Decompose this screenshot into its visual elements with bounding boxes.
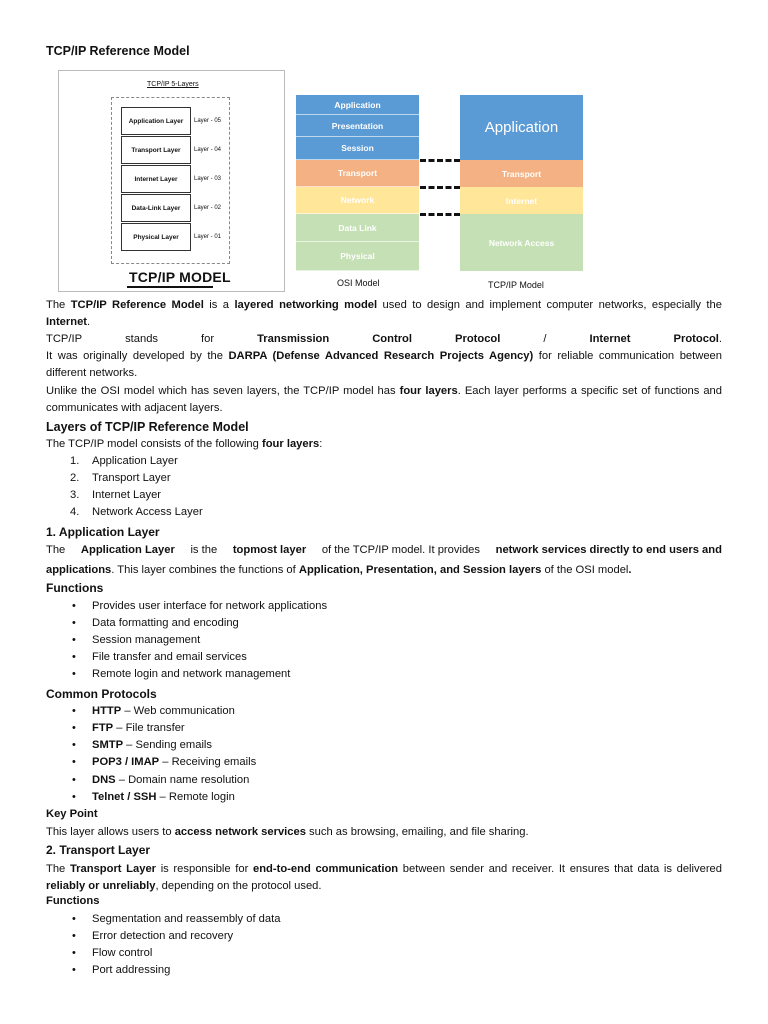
list-item: Provides user interface for network applications	[92, 600, 328, 612]
list-item: Internet Layer	[92, 489, 162, 501]
osi-layer: Physical	[296, 242, 419, 271]
figure-header: TCP/IP 5-Layers	[147, 81, 199, 88]
list-item: Remote login and network management	[92, 668, 291, 680]
list-item: FTP – File transfer	[92, 722, 185, 734]
bullet: •	[72, 651, 76, 663]
transport-layer-paragraph: The Transport Layer is responsible for end-to-end communication between sender and receiver. It ensures that data is delivered reliably or unreliably, depending on the protocol used.	[46, 863, 723, 892]
layers-intro: The TCP/IP model consists of the following four layers:	[46, 438, 323, 450]
bullet: •	[72, 705, 76, 717]
list-item: POP3 / IMAP – Receiving emails	[92, 756, 257, 768]
list-item: SMTP – Sending emails	[92, 739, 213, 751]
layer-label: Layer - 03	[194, 176, 222, 182]
bullet: •	[72, 600, 76, 612]
list-item: Data formatting and encoding	[92, 617, 239, 629]
bullet: •	[72, 774, 76, 786]
functions-heading: Functions	[46, 895, 100, 907]
list-item: Flow control	[92, 947, 153, 959]
list-item: Telnet / SSH – Remote login	[92, 791, 235, 803]
key-point-heading: Key Point	[46, 808, 98, 820]
tcpip-layer: Internet	[460, 187, 583, 214]
protocols-heading: Common Protocols	[46, 687, 157, 701]
list-item: Error detection and recovery	[92, 930, 234, 942]
layer-label: Layer - 02	[194, 205, 222, 211]
bullet: •	[72, 617, 76, 629]
page-title: TCP/IP Reference Model	[46, 44, 190, 58]
tcpip-layer: Network Access	[460, 214, 583, 271]
intro-paragraph-3: It was originally developed by the DARPA (Defense Advanced Research Projects Agency) for reliable communication between different networks.	[46, 350, 722, 379]
layer-label: Layer - 01	[194, 234, 222, 240]
intro-paragraph-1: The TCP/IP Reference Model is a layered networking model used to design and implement computer networks, especially the Internet.	[46, 299, 722, 328]
layer-cell: Internet Layer	[121, 165, 191, 193]
osi-caption: OSI Model	[337, 278, 380, 288]
list-item: Application Layer	[92, 455, 178, 467]
mapping-dash	[420, 213, 460, 216]
list-number: 2.	[70, 472, 80, 484]
figure-caption: TCP/IP MODEL	[129, 269, 231, 285]
transport-layer-heading: 2. Transport Layer	[46, 843, 151, 857]
layer-label: Layer - 05	[194, 118, 222, 124]
list-item: Session management	[92, 634, 201, 646]
layer-cell: Application Layer	[121, 107, 191, 135]
intro-paragraph-2: TCP/IP stands for Transmission Control Protocol / Internet Protocol.	[46, 333, 722, 345]
list-item: Segmentation and reassembly of data	[92, 913, 281, 925]
bullet: •	[72, 722, 76, 734]
functions-heading: Functions	[46, 581, 104, 595]
list-number: 4.	[70, 506, 80, 518]
bullet: •	[72, 739, 76, 751]
application-layer-paragraph: The Application Layer is the topmost layer of the TCP/IP model. It provides network services directly to end users and applications. This layer combines the functions of Application, Presentation, and Session layers of the OSI model.	[46, 544, 722, 576]
list-number: 1.	[70, 455, 80, 467]
intro-paragraph-4: Unlike the OSI model which has seven layers, the TCP/IP model has four layers. Each layer performs a specific set of functions and communicates with adjacent layers.	[46, 385, 722, 414]
list-item: DNS – Domain name resolution	[92, 774, 250, 786]
bullet: •	[72, 634, 76, 646]
osi-layer: Transport	[296, 160, 419, 187]
bullet: •	[72, 791, 76, 803]
mapping-dash	[420, 159, 460, 162]
osi-layer: Presentation	[296, 115, 419, 137]
bullet: •	[72, 964, 76, 976]
osi-layer: Network	[296, 187, 419, 214]
bullet: •	[72, 913, 76, 925]
layer-cell: Data-Link Layer	[121, 194, 191, 222]
osi-layer: Data Link	[296, 214, 419, 242]
list-item: Port addressing	[92, 964, 171, 976]
list-number: 3.	[70, 489, 80, 501]
bullet: •	[72, 930, 76, 942]
list-item: Network Access Layer	[92, 506, 203, 518]
key-point-text: This layer allows users to access network services such as browsing, emailing, and file sharing.	[46, 826, 529, 838]
layers-heading: Layers of TCP/IP Reference Model	[46, 420, 249, 434]
tcpip-caption: TCP/IP Model	[488, 280, 544, 290]
list-item: HTTP – Web communication	[92, 705, 235, 717]
application-layer-heading: 1. Application Layer	[46, 525, 160, 539]
list-item: Transport Layer	[92, 472, 171, 484]
osi-layer: Session	[296, 137, 419, 160]
list-item: File transfer and email services	[92, 651, 247, 663]
caption-underline	[127, 286, 213, 288]
tcpip-layer: Transport	[460, 160, 583, 187]
bullet: •	[72, 947, 76, 959]
bullet: •	[72, 668, 76, 680]
layer-cell: Transport Layer	[121, 136, 191, 164]
osi-layer: Application	[296, 95, 419, 115]
tcpip-5-layer-figure	[58, 70, 285, 292]
layer-cell: Physical Layer	[121, 223, 191, 251]
layer-label: Layer - 04	[194, 147, 222, 153]
tcpip-layer: Application	[460, 95, 583, 160]
bullet: •	[72, 756, 76, 768]
mapping-dash	[420, 186, 460, 189]
